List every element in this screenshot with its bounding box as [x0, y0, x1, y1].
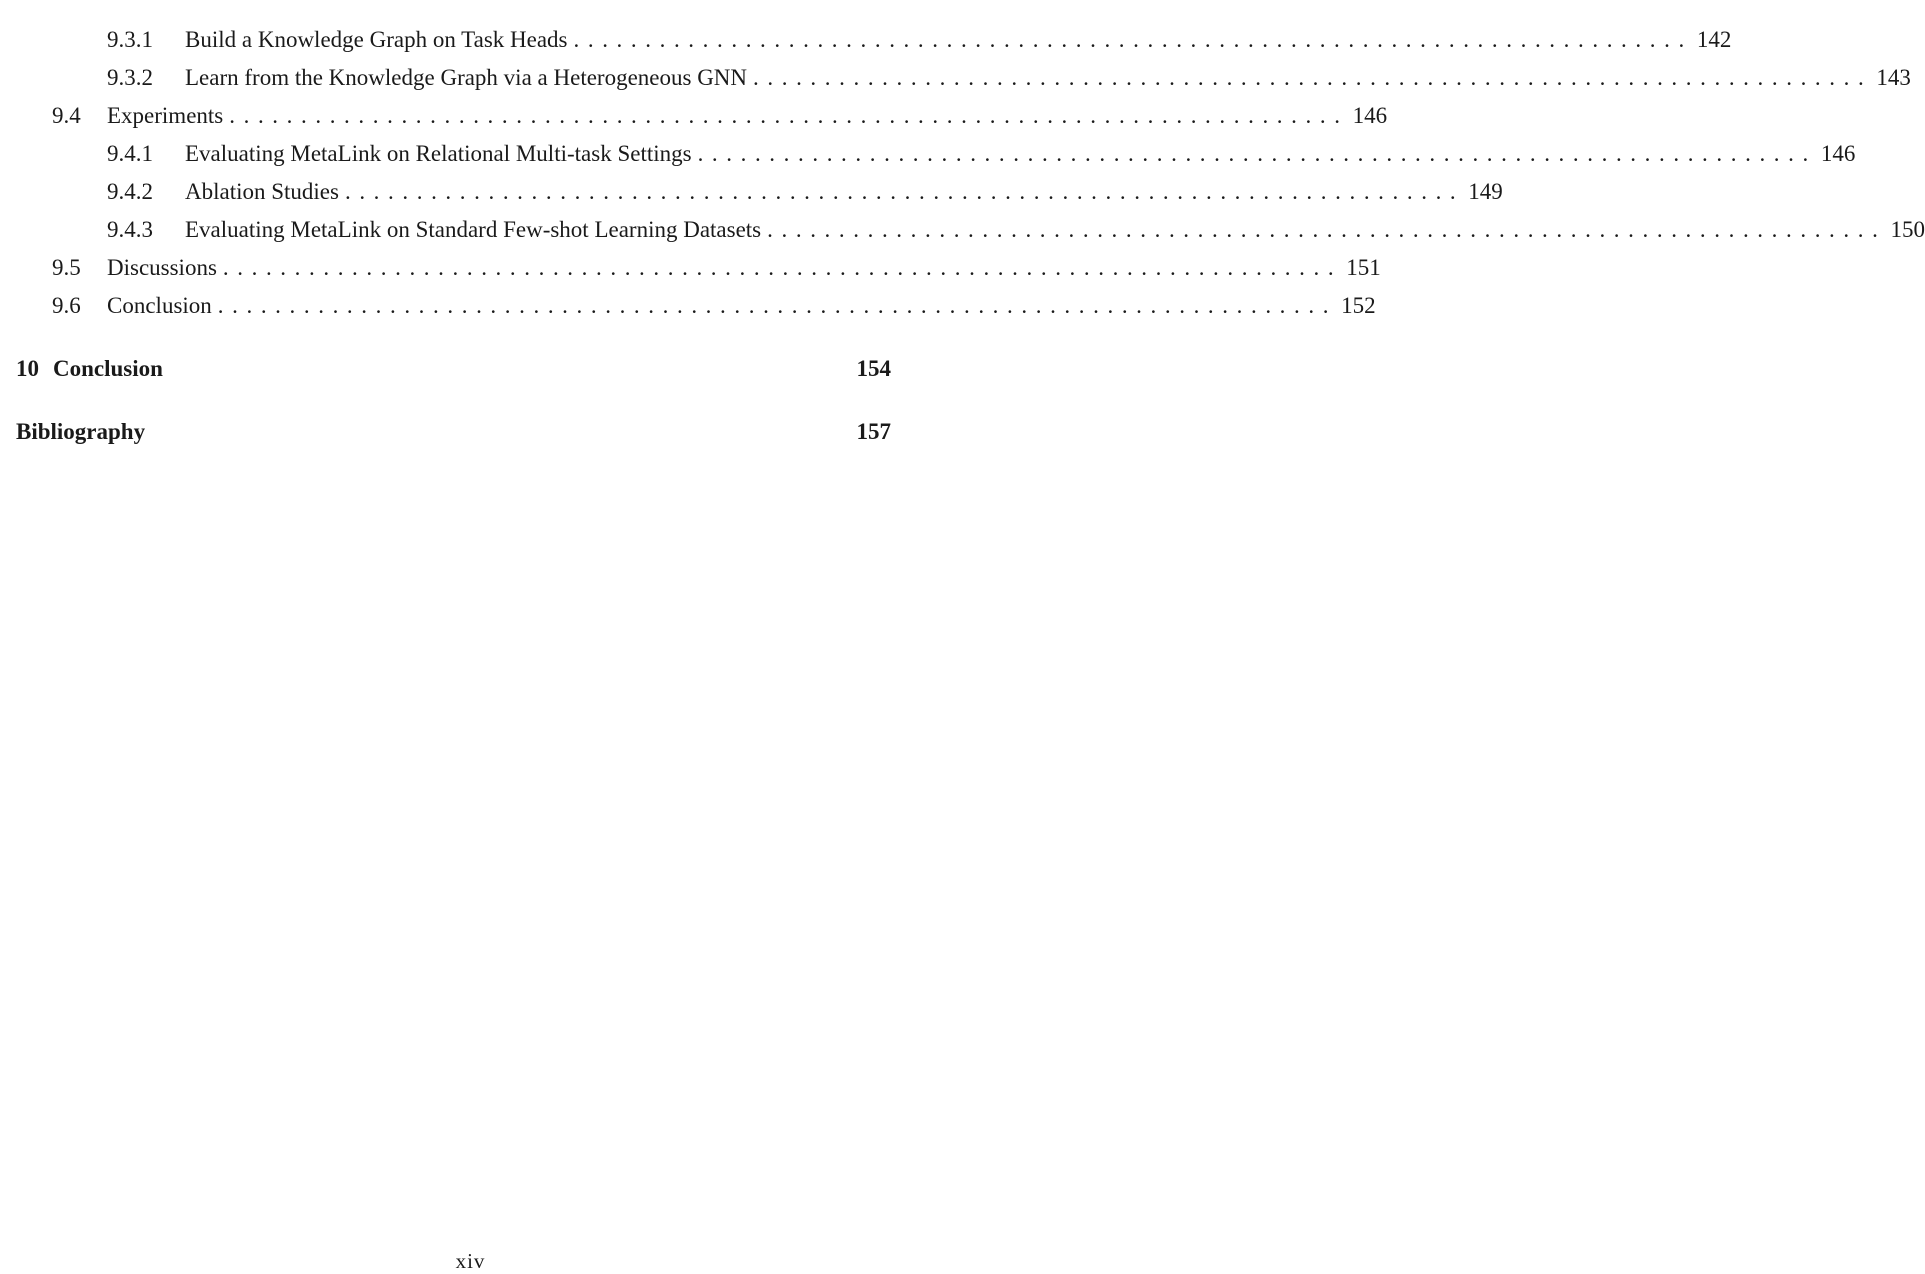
toc-entry-page[interactable]: 149 — [1468, 179, 1503, 204]
toc-entry-number: 9.5 — [52, 255, 81, 280]
toc-entry-9-4-1[interactable] — [0, 138, 1856, 170]
toc-leader-dots: .............................................................................. — [573, 27, 1693, 52]
toc-leader-dots: .............................................................................. — [697, 141, 1817, 166]
toc-entry-9-4[interactable] — [0, 100, 1388, 132]
toc-entry-page[interactable]: 142 — [1696, 27, 1732, 52]
toc-entry-page[interactable]: 143 — [1876, 65, 1911, 90]
toc-leader-dots: .............................................................................. — [222, 255, 1343, 280]
toc-entry-number: 9.4.1 — [107, 141, 153, 166]
toc-chapter-title[interactable]: Conclusion — [53, 356, 163, 381]
toc-entry-title[interactable]: Discussions — [107, 255, 217, 280]
toc-chapter-page[interactable]: 157 — [856, 419, 891, 444]
toc-chapter-title[interactable]: Bibliography — [16, 419, 146, 444]
toc-chapter-number: 10 — [16, 356, 39, 381]
toc-entry-9-4-3[interactable] — [0, 214, 1925, 246]
toc-entry-number: 9.4.2 — [107, 179, 153, 204]
toc-entry-title[interactable]: Build a Knowledge Graph on Task Heads — [185, 27, 568, 52]
toc-entry-number: 9.3.1 — [107, 27, 153, 52]
toc-entry-9-4-2[interactable] — [0, 176, 1503, 208]
toc-leader-dots: .............................................................................. — [217, 293, 1338, 318]
toc-leader-dots: .............................................................................. — [767, 217, 1887, 242]
toc-leader-dots: .............................................................................. — [229, 103, 1349, 128]
toc-entry-9-6[interactable] — [0, 290, 1376, 322]
toc-leader-dots: .............................................................................. — [753, 65, 1873, 90]
toc-entry-title[interactable]: Ablation Studies — [185, 179, 339, 204]
toc-entry-title[interactable]: Evaluating MetaLink on Standard Few-shot Learning Datasets — [185, 217, 762, 242]
toc-chapter-10[interactable] — [0, 353, 941, 385]
toc-entry-page[interactable]: 150 — [1890, 217, 1925, 242]
toc-entry-title[interactable]: Evaluating MetaLink on Relational Multi-task Settings — [185, 141, 692, 166]
toc-entry-page[interactable]: 151 — [1346, 255, 1381, 280]
toc-entry-number: 9.3.2 — [107, 65, 153, 90]
toc-entry-9-5[interactable] — [0, 252, 1381, 284]
toc-leader-dots: .............................................................................. — [344, 179, 1465, 204]
toc-entry-title[interactable]: Learn from the Knowledge Graph via a Heterogeneous GNN — [185, 65, 748, 90]
toc-entry-page[interactable]: 152 — [1341, 293, 1376, 318]
toc-entry-title[interactable]: Experiments — [107, 103, 224, 128]
toc-entry-number: 9.6 — [52, 293, 81, 318]
toc-entry-number: 9.4.3 — [107, 217, 153, 242]
toc-entry-title[interactable]: Conclusion — [107, 293, 212, 318]
page-number-footer: xiv — [455, 1249, 486, 1273]
toc-bibliography[interactable] — [0, 416, 941, 448]
toc-entry-9-3-1[interactable] — [0, 24, 1732, 56]
toc-entry-page[interactable]: 146 — [1352, 103, 1388, 128]
toc-chapter-page[interactable]: 154 — [856, 356, 891, 381]
toc-entry-9-3-2[interactable] — [0, 62, 1911, 94]
toc-entry-number: 9.4 — [52, 103, 81, 128]
toc-entry-page[interactable]: 146 — [1820, 141, 1856, 166]
